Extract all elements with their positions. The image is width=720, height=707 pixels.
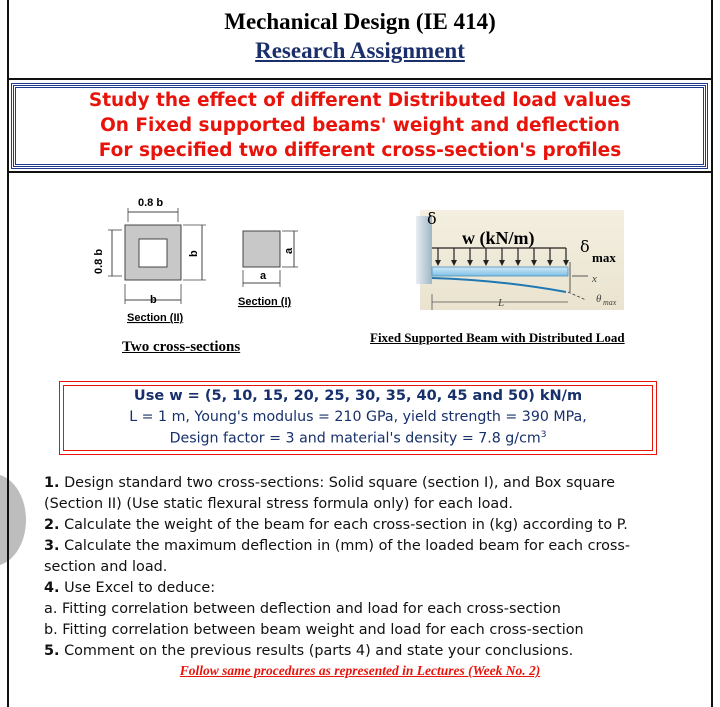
course-title: Mechanical Design (IE 414) — [224, 9, 496, 34]
assignment-title: Research Assignment — [255, 38, 465, 63]
theta-label: θ — [596, 293, 602, 305]
objective-line-1: Study the effect of different Distributed load values — [88, 90, 632, 111]
solid-section-figure — [243, 231, 298, 287]
solid-section-label: Section (I) — [238, 296, 292, 308]
divider-top — [7, 78, 713, 80]
beam-body — [432, 267, 568, 276]
task-1: 1. Design standard two cross-sections: Solid square (section I), and Box square — [44, 475, 616, 491]
cubic-superscript: 3 — [540, 430, 547, 440]
task-5: 5. Comment on the previous results (parts 4) and state your conclusions. — [44, 643, 574, 659]
delta-symbol: δ — [427, 209, 437, 228]
follow-procedures-note: Follow same procedures as represented in Lectures (Week No. 2) — [179, 663, 541, 678]
task-2: 2. Calculate the weight of the beam for each cross-section in (kg) according to P. — [44, 517, 628, 533]
task-4: 4. Use Excel to deduce: — [44, 580, 216, 596]
task-list — [44, 473, 672, 662]
solid-bottom-dim: a — [260, 270, 267, 282]
box-bottom-dim: b — [150, 294, 157, 306]
task-3-cont: section and load. — [44, 559, 168, 575]
parameters-design — [59, 430, 657, 447]
objective-line-3: For specified two different cross-section's profiles — [98, 140, 622, 161]
task-1-cont: (Section II) (Use static flexural stress formula only) for each load. — [44, 496, 513, 512]
solid-right-dim: a — [283, 247, 295, 254]
box-section-label: Section (II) — [127, 312, 184, 324]
beam-caption: Fixed Supported Beam with Distributed Load — [370, 330, 625, 345]
parameters-design-text: Design factor = 3 and material's density = 7.8 g/cm — [169, 430, 541, 447]
theta-sub: max — [603, 298, 617, 307]
box-top-dim: 0.8 b — [138, 197, 164, 209]
x-label: x — [592, 273, 597, 285]
beam-diagram — [410, 206, 630, 316]
box-right-dim: b — [188, 250, 200, 257]
side-shadow — [0, 474, 26, 566]
length-label: L — [498, 297, 505, 309]
task-3: 3. Calculate the maximum deflection in (mm) of the loaded beam for each cross- — [44, 538, 631, 554]
box-left-dim: 0.8 b — [93, 248, 105, 274]
delta-max-symbol: δ — [580, 237, 590, 256]
divider-middle — [7, 171, 713, 173]
load-label: w (kN/m) — [462, 228, 535, 248]
parameters-loads: Use w = (5, 10, 15, 20, 25, 30, 35, 40, 45 and 50) kN/m — [133, 388, 583, 404]
cross-sections-diagram — [80, 190, 320, 330]
delta-max-sub: max — [592, 250, 616, 265]
task-4a: a. Fitting correlation between deflection and load for each cross-section — [44, 601, 561, 617]
objective-line-2: On Fixed supported beams' weight and deflection — [100, 115, 620, 136]
parameters-material: L = 1 m, Young's modulus = 210 GPa, yield strength = 390 MPa, — [129, 409, 587, 425]
task-4b: b. Fitting correlation between beam weight and load for each cross-section — [44, 622, 584, 638]
cross-sections-caption: Two cross-sections — [122, 339, 241, 355]
